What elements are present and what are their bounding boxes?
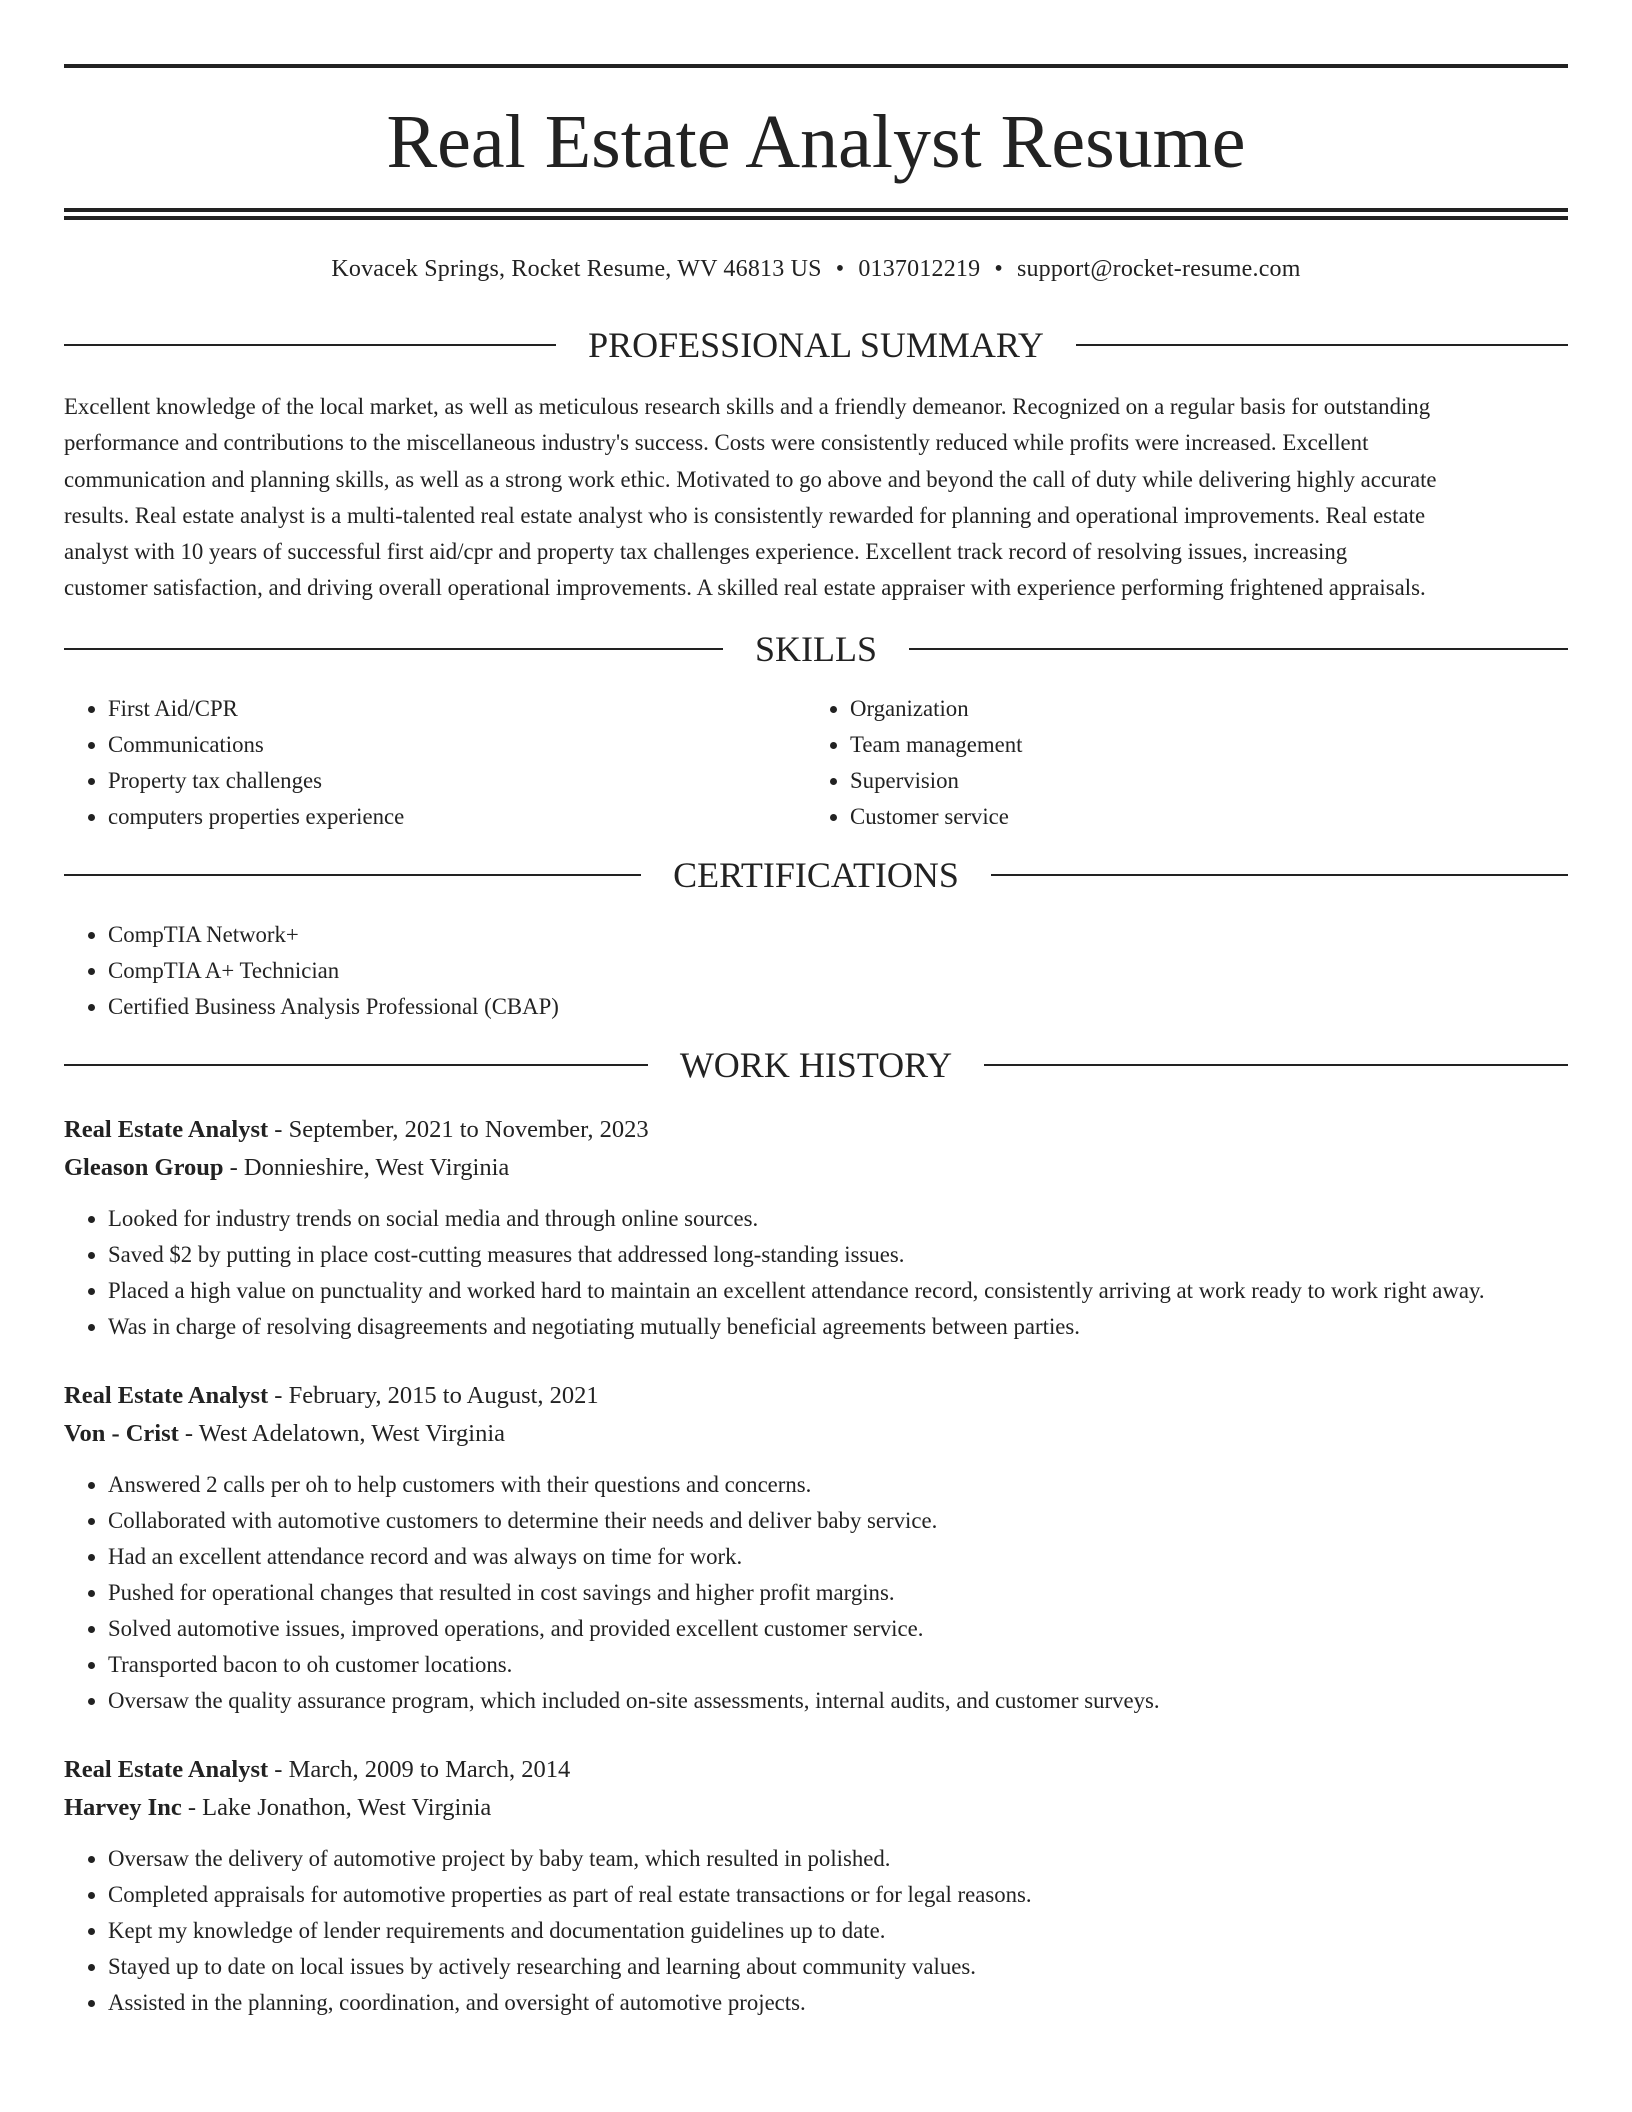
- job-company-line: [64, 1789, 1568, 1827]
- skill-item: • Property tax challenges: [108, 763, 806, 799]
- job-bullet: • Placed a high value on punctuality and worked hard to maintain an excellent attendance record, consistently arriving at work ready to work right away.: [108, 1273, 1568, 1309]
- section-rule-right: [909, 648, 1568, 650]
- job-role-line: [64, 1111, 1568, 1149]
- skills-column-left: [64, 691, 806, 835]
- job-role: Real Estate Analyst: [64, 1755, 269, 1783]
- job-role: Real Estate Analyst: [64, 1115, 269, 1143]
- job-location: - West Adelatown, West Virginia: [178, 1419, 506, 1447]
- resume-title: Real Estate Analyst Resume: [386, 100, 1246, 184]
- skills-column-right: [806, 691, 1548, 835]
- summary-line: customer satisfaction, and driving overall operational improvements. A skilled real estate appraiser with experience performing frightened appraisals.: [64, 575, 1426, 601]
- job-bullet: • Looked for industry trends on social media and through online sources.: [108, 1201, 1568, 1237]
- section-title-skills: SKILLS: [755, 628, 878, 669]
- certification-item: • Certified Business Analysis Professional (CBAP): [108, 989, 1568, 1025]
- job-company: Gleason Group: [64, 1153, 224, 1181]
- job-dates: - February, 2015 to August, 2021: [268, 1381, 599, 1409]
- section-rule-left: [64, 874, 641, 876]
- job-dates: - March, 2009 to March, 2014: [268, 1755, 571, 1783]
- section-rule-right: [991, 874, 1568, 876]
- job-entry: [64, 1111, 1568, 1345]
- top-rule: [64, 64, 1568, 68]
- job-bullet: • Kept my knowledge of lender requirements and documentation guidelines up to date.: [108, 1913, 1568, 1949]
- job-bullet: • Oversaw the quality assurance program, which included on-site assessments, internal audits, and customer surveys.: [108, 1683, 1568, 1719]
- section-header-skills: [64, 628, 1568, 669]
- certifications-list: [64, 917, 1568, 1025]
- job-company: Von - Crist: [64, 1419, 179, 1447]
- section-title-work-history: WORK HISTORY: [679, 1044, 953, 1085]
- job-dates: - September, 2021 to November, 2023: [268, 1115, 649, 1143]
- job-location: - Lake Jonathon, West Virginia: [181, 1793, 492, 1821]
- skill-item: • Communications: [108, 727, 806, 763]
- job-bullet: • Answered 2 calls per oh to help customers with their questions and concerns.: [108, 1467, 1568, 1503]
- section-title-certifications: CERTIFICATIONS: [673, 854, 959, 895]
- job-role-line: [64, 1751, 1568, 1789]
- job-bullet: • Pushed for operational changes that resulted in cost savings and higher profit margins.: [108, 1575, 1568, 1611]
- job-company-line: [64, 1415, 1568, 1453]
- section-rule-left: [64, 648, 723, 650]
- skill-item: • First Aid/CPR: [108, 691, 806, 727]
- certification-item: • CompTIA A+ Technician: [108, 953, 1568, 989]
- skill-item: • Supervision: [850, 763, 1548, 799]
- job-entry: [64, 1377, 1568, 1719]
- contact-email: support@rocket-resume.com: [1016, 256, 1301, 282]
- job-bullet: • Was in charge of resolving disagreements and negotiating mutually beneficial agreements between parties.: [108, 1309, 1568, 1345]
- section-header-work-history: [64, 1044, 1568, 1085]
- job-bullet: • Stayed up to date on local issues by actively researching and learning about community values.: [108, 1949, 1568, 1985]
- job-role-line: [64, 1377, 1568, 1415]
- section-rule-right: [984, 1064, 1568, 1066]
- contact-separator: •: [994, 256, 1003, 282]
- section-header-certifications: [64, 854, 1568, 895]
- section-title-summary: PROFESSIONAL SUMMARY: [588, 325, 1044, 365]
- section-rule-left: [64, 344, 556, 346]
- job-entry: [64, 1751, 1568, 2021]
- skill-item: • Organization: [850, 691, 1548, 727]
- job-bullet: • Completed appraisals for automotive properties as part of real estate transactions or for legal reasons.: [108, 1877, 1568, 1913]
- section-header-summary: [64, 327, 1568, 363]
- job-bullet: • Oversaw the delivery of automotive project by baby team, which resulted in polished.: [108, 1841, 1568, 1877]
- summary-line: Excellent knowledge of the local market, as well as meticulous research skills and a friendly demeanor. Recognized on a regular basis for outstanding: [64, 394, 1431, 419]
- section-rule-right: [1076, 344, 1568, 346]
- summary-line: communication and planning skills, as well as a strong work ethic. Motivated to go above and beyond the call of duty while delivering highly accurate: [64, 466, 1437, 492]
- job-role: Real Estate Analyst: [64, 1381, 269, 1409]
- job-company: Harvey Inc: [64, 1793, 182, 1821]
- skill-item: • Customer service: [850, 799, 1548, 835]
- job-bullet: • Had an excellent attendance record and was always on time for work.: [108, 1539, 1568, 1575]
- skills-list: [64, 691, 1568, 835]
- contact-address: Kovacek Springs, Rocket Resume, WV 46813 US: [331, 256, 822, 282]
- job-bullets: [64, 1467, 1568, 1719]
- contact-line: [64, 256, 1568, 283]
- summary-line: results. Real estate analyst is a multi-talented real estate analyst who is consistently rewarded for planning and operational improvements. Real estate: [64, 502, 1426, 528]
- summary-line: analyst with 10 years of successful first aid/cpr and property tax challenges experience. Excellent track record of resolving issues, increasing: [64, 539, 1348, 565]
- skill-item: • computers properties experience: [108, 799, 806, 835]
- contact-separator: •: [835, 256, 845, 282]
- job-bullet: • Collaborated with automotive customers to determine their needs and deliver baby service.: [108, 1503, 1568, 1539]
- summary-line: performance and contributions to the miscellaneous industry's success. Costs were consistently reduced while profits were increased. Excellent: [64, 430, 1369, 456]
- professional-summary: [64, 389, 1568, 607]
- contact-phone: 0137012219: [858, 256, 981, 282]
- certification-item: • CompTIA Network+: [108, 917, 1568, 953]
- title-double-rule: [64, 208, 1568, 220]
- job-bullet: • Transported bacon to oh customer locations.: [108, 1647, 1568, 1683]
- section-rule-left: [64, 1064, 648, 1066]
- job-bullet: • Assisted in the planning, coordination, and oversight of automotive projects.: [108, 1985, 1568, 2021]
- job-bullet: • Solved automotive issues, improved operations, and provided excellent customer service.: [108, 1611, 1568, 1647]
- job-location: - Donnieshire, West Virginia: [223, 1153, 510, 1181]
- job-company-line: [64, 1149, 1568, 1187]
- job-bullets: [64, 1841, 1568, 2021]
- job-bullets: [64, 1201, 1568, 1345]
- job-bullet: • Saved $2 by putting in place cost-cutting measures that addressed long-standing issues.: [108, 1237, 1568, 1273]
- skill-item: • Team management: [850, 727, 1548, 763]
- work-history-list: [64, 1111, 1568, 2021]
